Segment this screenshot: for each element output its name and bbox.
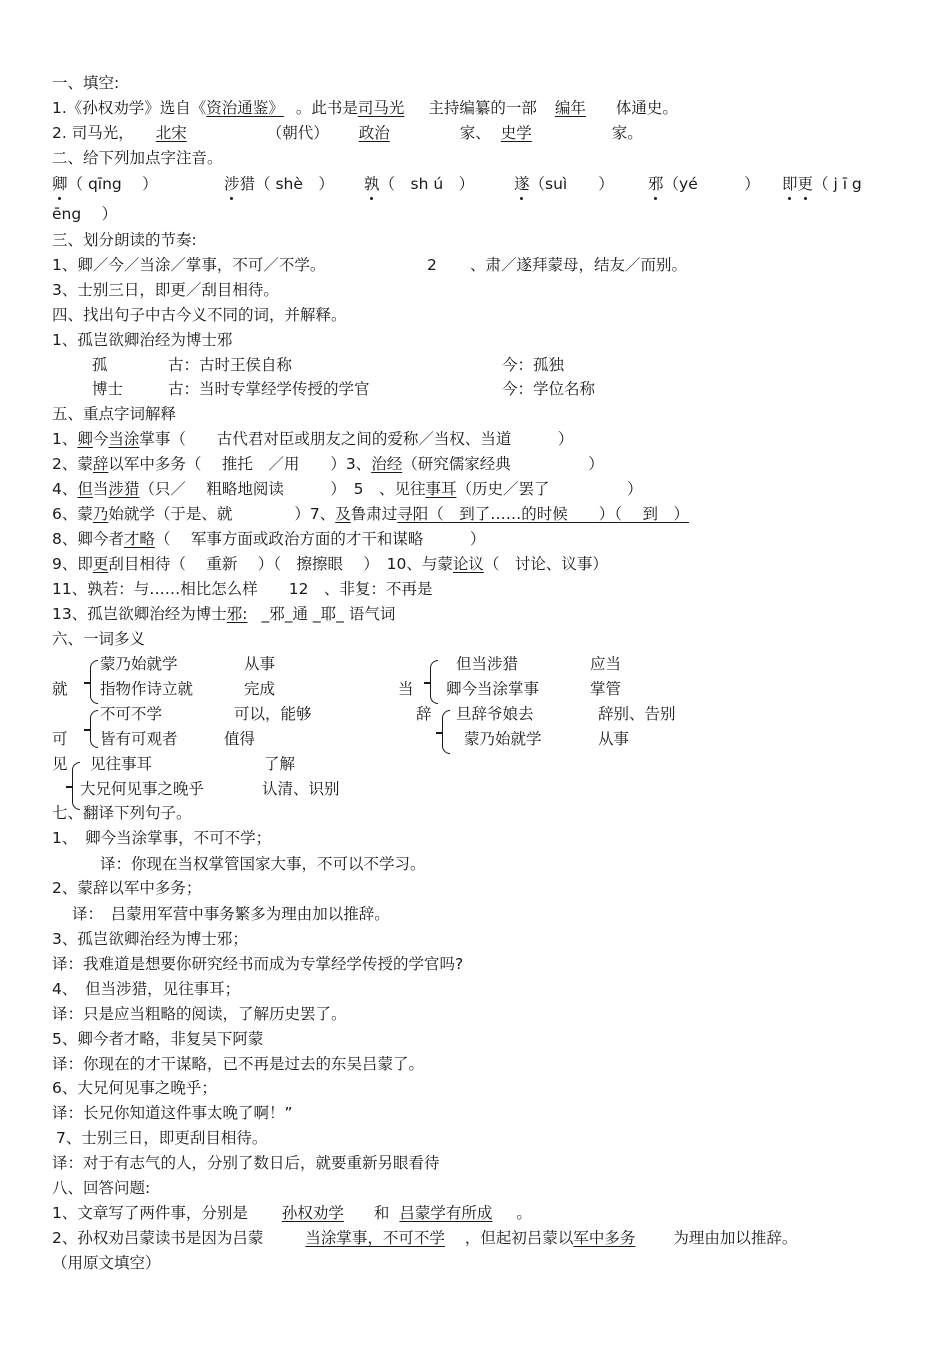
section-3-heading: 三、划分朗读的节奏:	[52, 231, 197, 249]
gloss-line-4: 6、蒙乃始就学（于是、就 ）7、及鲁肃过寻阳（ 到了……的时候 ）（ 到 ）	[52, 505, 689, 523]
translate-question: 5、卿今者才略，非复吴下阿蒙	[52, 1030, 264, 1048]
answer-line-3: （用原文填空）	[52, 1254, 161, 1272]
brace	[442, 710, 450, 754]
brace	[430, 660, 438, 704]
translate-answer: 译： 吕蒙用军营中事务繁多为理由加以推辞。	[72, 905, 390, 923]
translate-question: 6、大兄何见事之晚乎；	[52, 1079, 217, 1097]
gloss-line-2: 2、蒙辞以军中多务（ 推托 ／用 ）3、治经（研究儒家经典 ）	[52, 455, 604, 473]
polysemy-char-ci: 辞	[416, 705, 432, 723]
polysemy-char-jian: 见	[52, 755, 68, 773]
polysemy-char-jiu: 就	[52, 680, 68, 698]
translate-question: 2、蒙辞以军中多务；	[52, 879, 202, 897]
ancient-modern-sentence: 1、孤岂欲卿治经为博士邪	[52, 331, 233, 349]
gloss-line-7: 11、孰若：与……相比怎么样 12 、非复：不再是	[52, 580, 433, 598]
gloss-line-3: 4、但当涉猎（只／ 粗略地阅读 ） 5 、见往事耳（历史／罢了 ）	[52, 480, 643, 498]
translate-answer: 译：你现在的才干谋略，已不再是过去的东吴吕蒙了。	[52, 1055, 425, 1073]
rhythm-line-2: 3、士别三日，即更／刮目相待。	[52, 281, 279, 299]
section-5-heading: 五、重点字词解释	[52, 405, 177, 423]
translate-answer: 译：长兄你知道这件事太晚了啊！”	[52, 1104, 293, 1122]
section-1-heading: 一、填空:	[52, 74, 120, 92]
translate-question: 4、 但当涉猎，见往事耳；	[52, 980, 241, 998]
section-2-heading: 二、给下列加点字注音。	[52, 149, 223, 167]
gloss-line-5: 8、卿今者才略（ 军事方面或政治方面的才干和谋略 ）	[52, 530, 486, 548]
polysemy-char-ke: 可	[52, 730, 68, 748]
translate-question: 7、士别三日，即更刮目相待。	[56, 1129, 268, 1147]
translate-question: 3、孤岂欲卿治经为博士邪；	[52, 930, 248, 948]
section-6-heading: 六、一词多义	[52, 630, 146, 648]
answer-line-2: 2、孙权劝吕蒙读书是因为吕蒙 当涂掌事，不可不学 ，但起初吕蒙以军中多务 为理由加以推辞。	[52, 1229, 798, 1247]
answer-line-1: 1、文章写了两件事，分别是 孙权劝学 和 吕蒙学有所成 。	[52, 1204, 532, 1222]
section-8-heading: 八、回答问题:	[52, 1179, 151, 1197]
translate-answer: 译：你现在当权掌管国家大事，不可以不学习。	[100, 855, 426, 873]
translate-question: 1、 卿今当涂掌事，不可不学；	[52, 829, 272, 847]
translate-answer: 译：只是应当粗略的阅读，了解历史罢了。	[52, 1005, 347, 1023]
worksheet-page: 一、填空: 1.《孙权劝学》选自《资治通鉴》 。此书是司马光 主持编纂的一部 编年 体通史。 2. 司马光， 北宋 （朝代） 政治 家、 史学 家。 二、给下列加点字注音。 卿（ qīng ） 涉猎（ shè ） 孰（ sh ú ） 遂（suì ） 邪（yé ） 即更（ j ī g ēng ） 三、划分朗读的节奏: 1、卿／今／当涂／掌事，不可／不学。 2 、肃／遂拜蒙母，结友／而别。 3、士别三日，即更／刮目相待。 四、找出句子中古今义不同的词，并解释。 1、孤岂欲卿治经为博士邪 孤 古：古时王侯自称 今：孤独 博士 古：当时专掌经学传授的学官 今：学位名称 五、重点字词解释 1、卿今当涂掌事（ 古代君对臣或朋友之间的爱称／当权、当道 ） 2、蒙辞以军中多务（ 推托 ／用 ）3、治经（研究儒家经典 ） 4、但当涉猎（只／ 粗略地阅读 ） 5 、见往事耳（历史／罢了 ） 6、蒙乃始就学（于是、就 ）7、及鲁肃过寻阳（ 到了……的时候 ）（ 到 ） 8、卿今者才略（ 军事方面或政治方面的才干和谋略 ） 9、即更刮目相待（ 重新 ）（ 擦擦眼 ） 10、与蒙论议（ 讨论、议事） 11、孰若：与……相比怎么样 12 、非复：不再是 13、孤岂欲卿治经为博士邪: _邪_通 _耶_ 语气词 六、一词多义 就 蒙乃始就学 从事 但当涉猎 应当 指物作诗立就 完成 当 卿今当涂掌事 掌管 不可不学 可以，能够 辞 旦辞爷娘去 辞别、告别 可 皆有可观者 值得 蒙乃始就学 从事 见 见往事耳 了解 大兄何见事之晚乎 认清、识别 七、翻译下列句子。 1、 卿今当涂掌事，不可不学； 译：你现在当权掌管国家大事，不可以不学习。 2、蒙辞以军中多务； 译： 吕蒙用军营中事务繁多为理由加以推辞。 3、孤岂欲卿治经为博士邪； 译：我难道是想要你研究经书而成为专掌经学传授的学官吗? 4、 但当涉猎，见往事耳； 译：只是应当粗略的阅读，了解历史罢了。 5、卿今者才略，非复吴下阿蒙 译：你现在的才干谋略，已不再是过去的东吴吕蒙了。 6、大兄何见事之晚乎； 译：长兄你知道这件事太晚了啊！” 7、士别三日，即更刮目相待。 译：对于有志气的人，分别了数日后，就要重新另眼看待 八、回答问题: 1、文章写了两件事，分别是 孙权劝学 和 吕蒙学有所成 。 2、孙权劝吕蒙读书是因为吕蒙 当涂掌事，不可不学 ，但起初吕蒙以军中多务 为理由加以推辞。 （用原文填空）	[0, 0, 950, 1345]
gloss-line-1: 1、卿今当涂掌事（ 古代君对臣或朋友之间的爱称／当权、当道 ）	[52, 430, 574, 448]
section-7-heading: 七、翻译下列句子。	[52, 804, 192, 822]
polysemy-char-dang: 当	[398, 680, 414, 698]
fill-line-2: 2. 司马光， 北宋 （朝代） 政治 家、 史学 家。	[52, 124, 643, 142]
fill-line-1: 1.《孙权劝学》选自《资治通鉴》 。此书是司马光 主持编纂的一部 编年 体通史。	[52, 99, 678, 117]
gloss-line-8: 13、孤岂欲卿治经为博士邪: _邪_通 _耶_ 语气词	[52, 605, 396, 623]
brace	[90, 660, 98, 704]
gloss-line-6: 9、即更刮目相待（ 重新 ）（ 擦擦眼 ） 10、与蒙论议（ 讨论、议事）	[52, 555, 608, 573]
pinyin-line-1: 卿（ qīng ） 涉猎（ shè ） 孰（ sh ú ） 遂（suì ） 邪（yé ） 即更（ j ī g	[52, 175, 862, 193]
section-4-heading: 四、找出句子中古今义不同的词，并解释。	[52, 306, 347, 324]
translate-answer: 译：对于有志气的人，分别了数日后，就要重新另眼看待	[52, 1154, 440, 1172]
pinyin-line-2: ēng ）	[52, 205, 118, 223]
translate-answer: 译：我难道是想要你研究经书而成为专掌经学传授的学官吗?	[52, 955, 464, 973]
brace	[90, 710, 98, 748]
